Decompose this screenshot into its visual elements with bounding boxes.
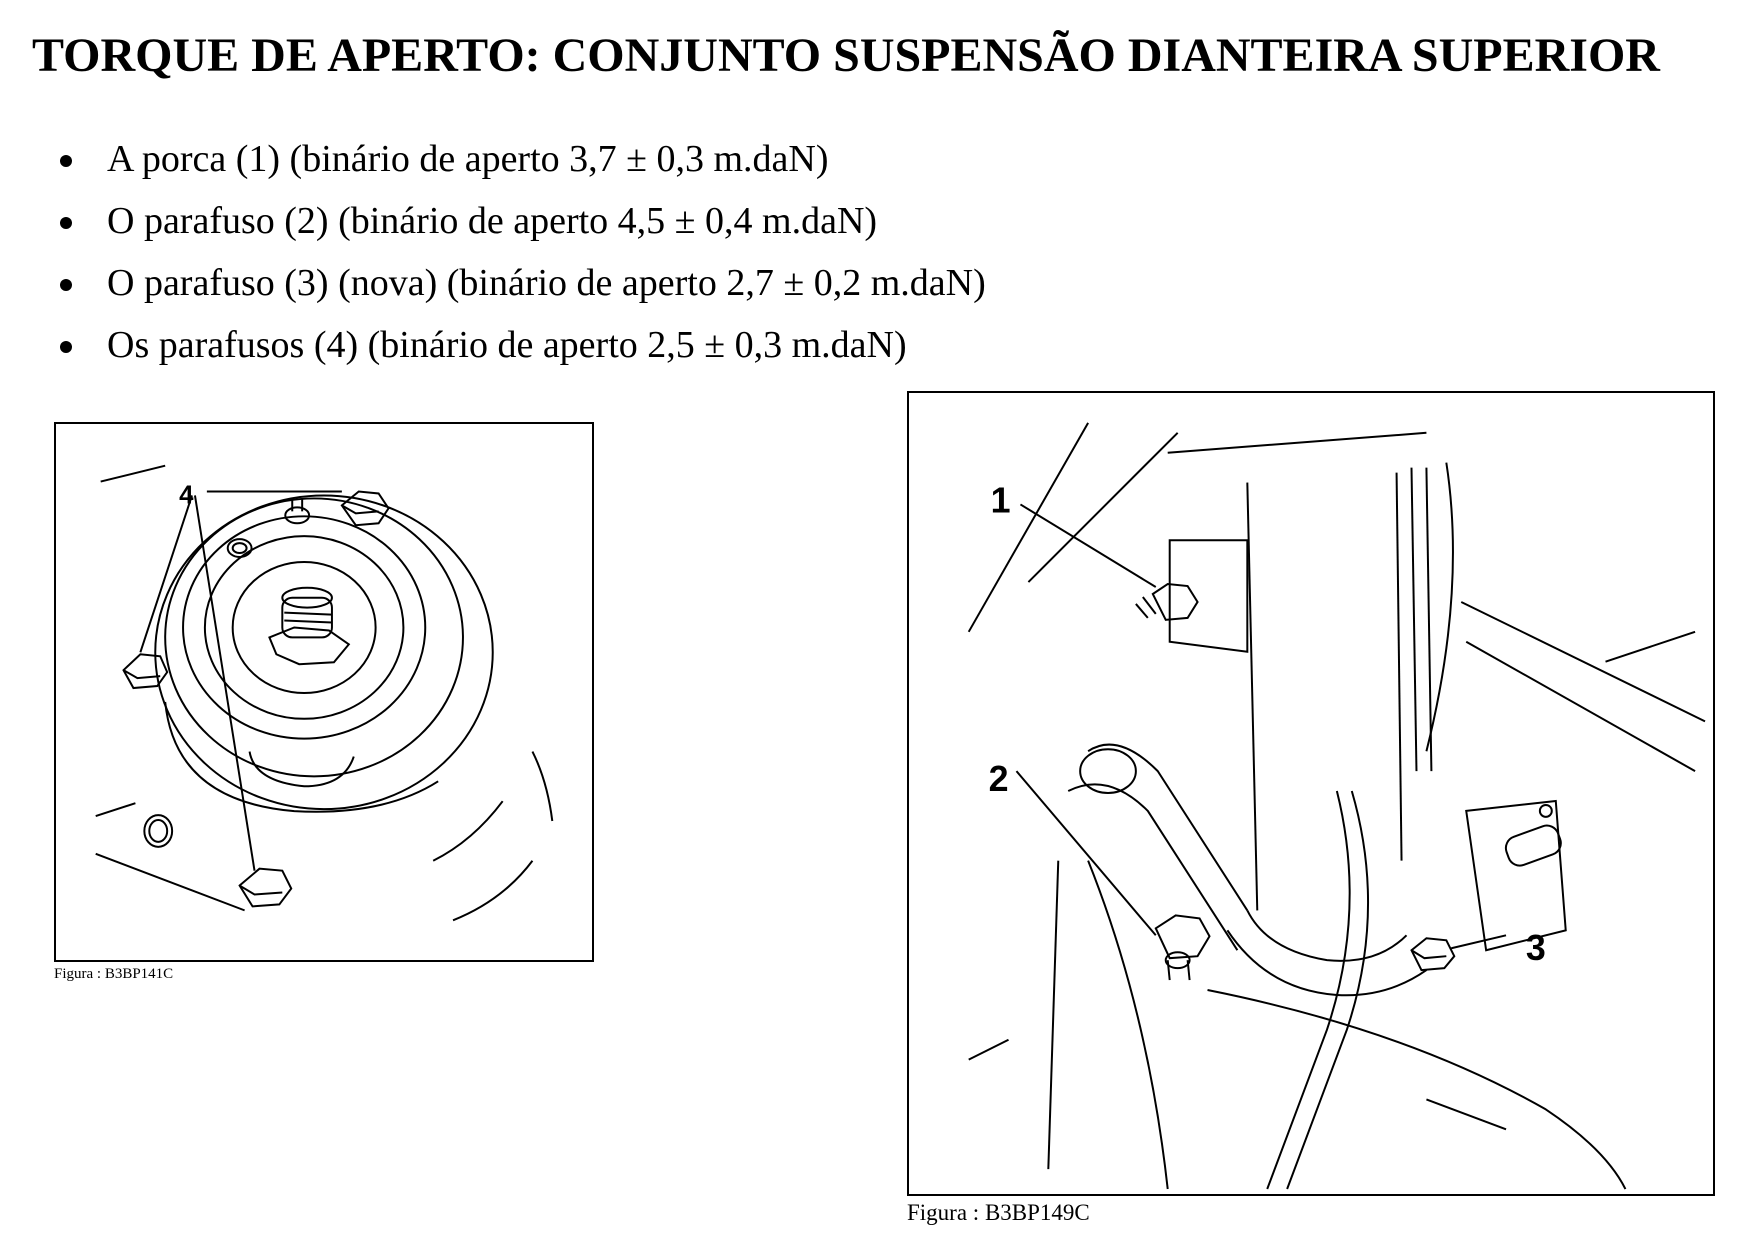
torque-list	[60, 128, 986, 376]
nut-1-icon	[1136, 584, 1198, 620]
strut-lower-drawing	[909, 393, 1713, 1194]
callout-3: 3	[1525, 928, 1546, 969]
list-item: O parafuso (3) (nova) (binário de aperto 2,7 ± 0,2 m.daN)	[60, 252, 986, 314]
nut-2-icon	[1156, 915, 1210, 980]
page-title: TORQUE DE APERTO: CONJUNTO SUSPENSÃO DIANTEIRA SUPERIOR	[32, 29, 1660, 82]
list-item: A porca (1) (binário de aperto 3,7 ± 0,3 m.daN)	[60, 128, 986, 190]
strut-mount-drawing	[56, 424, 592, 960]
figure-caption: Figura : B3BP141C	[54, 966, 174, 982]
figure-strut-mount	[54, 422, 594, 962]
callout-2: 2	[988, 759, 1009, 800]
figure-strut-lower	[907, 391, 1715, 1196]
callout-1: 1	[990, 480, 1011, 521]
nut-4-bottom-icon	[240, 869, 292, 907]
list-item: Os parafusos (4) (binário de aperto 2,5 ± 0,3 m.daN)	[60, 314, 986, 376]
list-item: O parafuso (2) (binário de aperto 4,5 ± 0,4 m.daN)	[60, 190, 986, 252]
figure-caption: Figura : B3BP149C	[907, 1200, 1090, 1225]
bolt-3-icon	[1411, 938, 1454, 970]
callout-4: 4	[179, 481, 194, 510]
nut-4-left-icon	[123, 654, 167, 688]
